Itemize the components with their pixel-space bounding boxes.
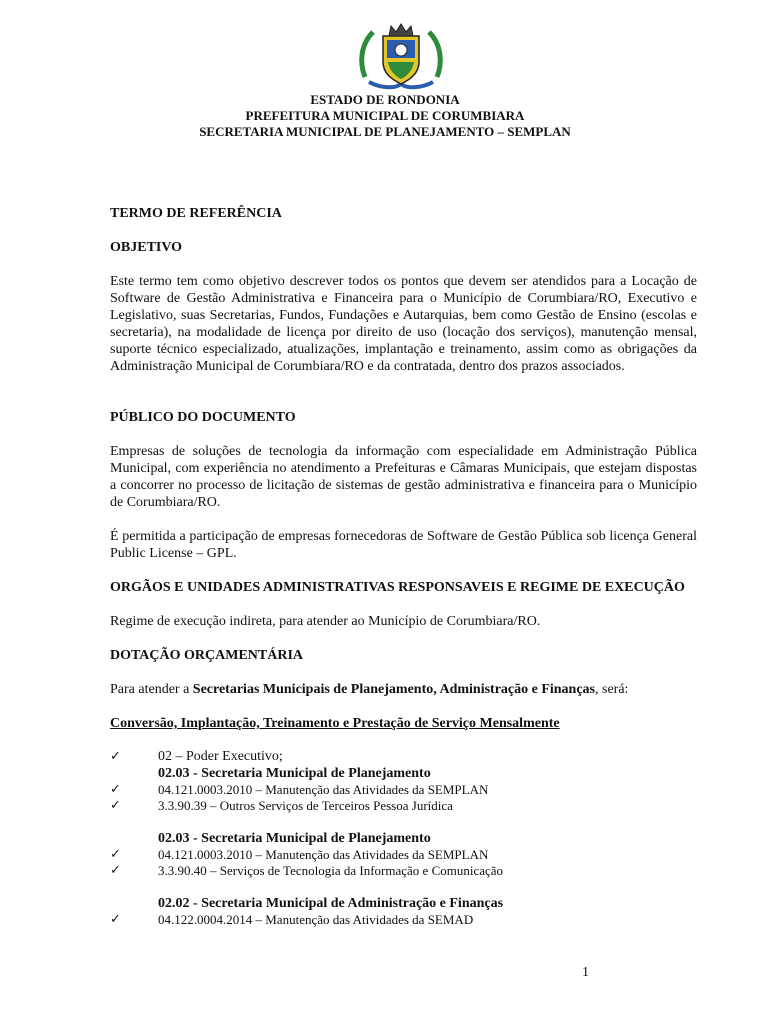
dotacao-intro <box>110 681 697 698</box>
checkmark-icon: ✓ <box>110 798 121 813</box>
objetivo-heading: OBJETIVO <box>110 240 183 255</box>
dotacao-intro-pre: Para atender a <box>110 682 193 697</box>
orgaos-text: Regime de execução indireta, para atender ao Município de Corumbiara/RO. <box>110 614 541 629</box>
checkmark-icon: ✓ <box>110 847 121 862</box>
checkmark-icon: ✓ <box>110 912 121 927</box>
group-2-list <box>110 847 697 879</box>
list-item <box>110 749 697 765</box>
municipal-seal-icon <box>355 22 447 92</box>
header-secretaria: SECRETARIA MUNICIPAL DE PLANEJAMENTO – SEMPLAN <box>199 124 571 139</box>
list-item-text: 3.3.90.40 – Serviços de Tecnologia da Informação e Comunicação <box>158 863 504 878</box>
dotacao-intro-bold: Secretarias Municipais de Planejamento, Administração e Finanças <box>192 682 596 697</box>
doc-title: TERMO DE REFERÊNCIA <box>110 206 282 221</box>
checkmark-icon: ✓ <box>110 749 121 764</box>
list-item <box>110 847 697 863</box>
group-title: 02.03 - Secretaria Municipal de Planejamento <box>158 766 431 781</box>
list-item <box>110 798 697 814</box>
group-3-list <box>110 912 697 928</box>
list-item-text: 04.121.0003.2010 – Manutenção das Atividades da SEMPLAN <box>158 847 489 862</box>
page-number: 1 <box>582 965 589 980</box>
group-1-list <box>110 782 697 814</box>
orgaos-heading: ORGÃOS E UNIDADES ADMINISTRATIVAS RESPONSAVEIS E REGIME DE EXECUÇÃO <box>110 580 685 595</box>
header-prefeitura: PREFEITURA MUNICIPAL DE CORUMBIARA <box>245 108 525 123</box>
dotacao-subheading: Conversão, Implantação, Treinamento e Prestação de Serviço Mensalmente <box>110 716 560 731</box>
list-item <box>110 782 697 798</box>
list-item <box>110 863 697 879</box>
checkmark-icon: ✓ <box>110 782 121 797</box>
dotacao-intro-post: , será: <box>595 682 629 697</box>
header-state: ESTADO DE RONDONIA <box>310 92 460 107</box>
document-header <box>0 92 770 140</box>
list-item-text: 02 – Poder Executivo; <box>158 749 283 764</box>
publico-text-2: É permitida a participação de empresas fornecedoras de Software de Gestão Pública sob licença General Public License – GPL. <box>110 529 697 561</box>
checkmark-icon: ✓ <box>110 863 121 878</box>
publico-text-1: Empresas de soluções de tecnologia da informação com especialidade em Administração Pública Municipal, com experiência no atendimento a Prefeituras e Câmaras Municipais, que estejam dispostas a concorrer no processo de licitação de sistemas de gestão administrativa e financeira para o Município de Corumbiara/RO. <box>110 444 697 510</box>
list-item <box>110 912 697 928</box>
objetivo-text: Este termo tem como objetivo descrever todos os pontos que devem ser atendidos para a Locação de Software de Gestão Administrativa e Financeira para o Município de Corumbiara/RO, Executivo e Legislativo, suas Secretarias, Fundos, Fundações e Autarquias, bem como Gestão de Ensino (escolas e secretaria), na modalidade de licença por direito de uso (locação dos serviços), manutenção mensal, suporte técnico especializado, atualizações, implantação e treinamento, assim como as obrigações da Administração Municipal de Corumbiara/RO e da contratada, dentro dos prazos associados. <box>110 274 697 374</box>
list-item-text: 04.122.0004.2014 – Manutenção das Atividades da SEMAD <box>158 912 474 927</box>
group-title: 02.02 - Secretaria Municipal de Administração e Finanças <box>158 896 504 911</box>
dotacao-list <box>110 749 697 765</box>
document-body <box>110 205 697 928</box>
publico-heading: PÚBLICO DO DOCUMENTO <box>110 410 296 425</box>
dotacao-heading: DOTAÇÃO ORÇAMENTÁRIA <box>110 648 304 663</box>
list-item-text: 04.121.0003.2010 – Manutenção das Atividades da SEMPLAN <box>158 782 489 797</box>
list-item-text: 3.3.90.39 – Outros Serviços de Terceiros Pessoa Jurídica <box>158 798 453 813</box>
group-title: 02.03 - Secretaria Municipal de Planejamento <box>158 831 431 846</box>
